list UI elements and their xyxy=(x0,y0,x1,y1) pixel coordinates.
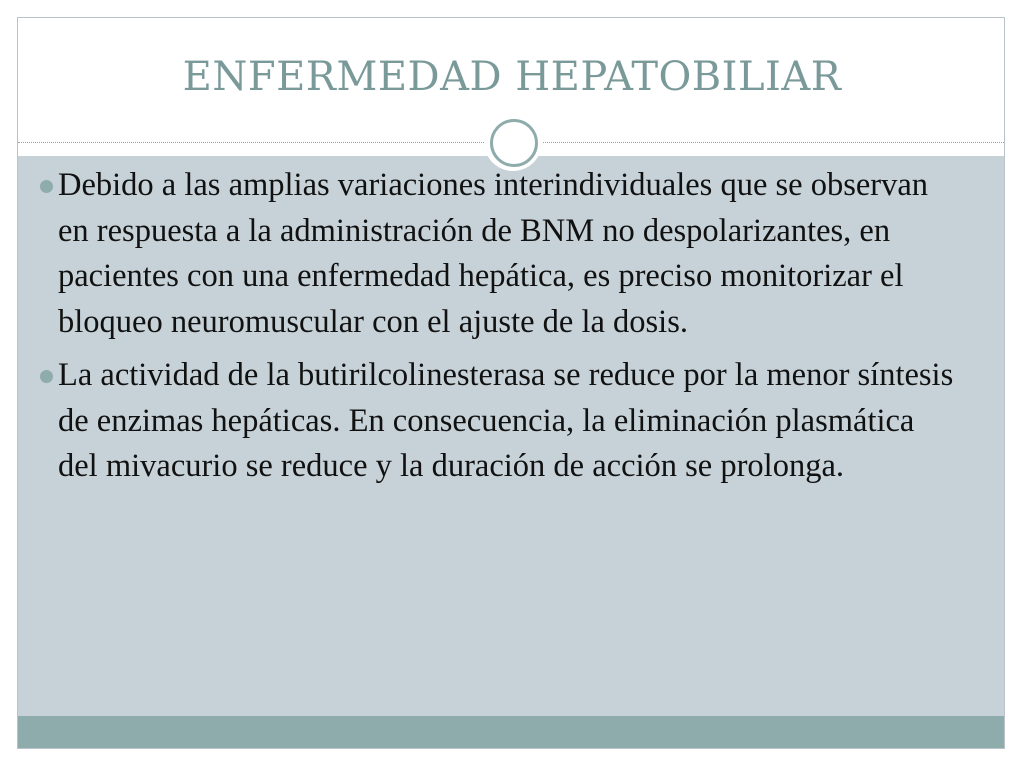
slide-title: ENFERMEDAD HEPATOBILIAR xyxy=(182,54,842,100)
ornament-ring xyxy=(490,119,538,167)
bullet-text: La actividad de la butirilcolinesterasa se reduce por la menor síntesis de enzimas hepáticas. En consecuencia, la eliminación plasmática del mivacurio se reduce y la duración de acción se prolonga. xyxy=(58,357,954,484)
footer-bar xyxy=(18,716,1005,749)
bullet-item xyxy=(58,353,958,490)
bullet-dot-icon xyxy=(40,180,53,193)
bullet-item xyxy=(58,163,958,345)
bullet-text: Debido a las amplias variaciones interindividuales que se observan en respuesta a la administración de BNM no despolarizantes, en pacientes con una enfermedad hepática, es preciso monitorizar el bloqueo neuromuscular con el ajuste de la dosis. xyxy=(58,167,929,340)
bullet-list xyxy=(58,163,958,498)
bullet-dot-icon xyxy=(40,370,53,383)
